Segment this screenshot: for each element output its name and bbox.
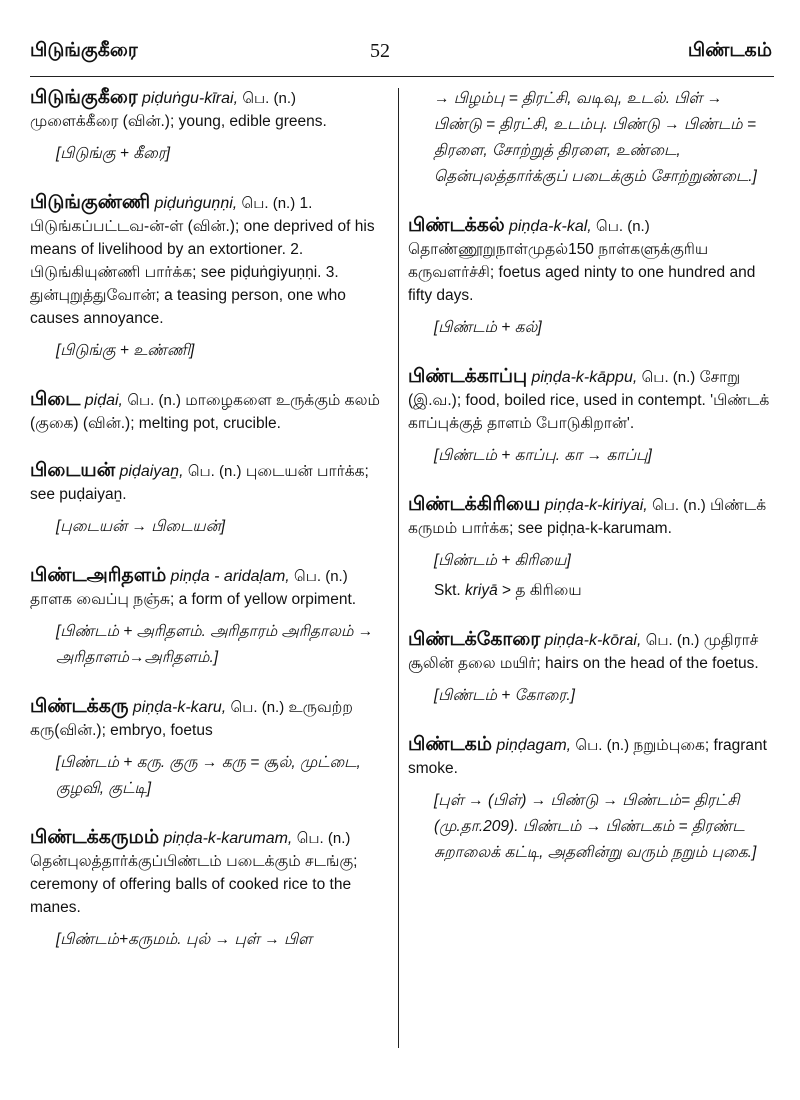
entry-definition: முதிராச் சூலின் தலை மயிர்; hairs on the head of the foetus. [408, 632, 759, 672]
sanskrit-derivation: Skt. kriyā > த கிரியை [434, 582, 582, 599]
entry-pos: பெ. (n.) [242, 90, 297, 107]
entry-headword: பிடையன் [30, 460, 116, 481]
entry-etymology: [புள் → (பிள்) → பிண்டு → பிண்டம்= திரட்சி (மு.தா.209). பிண்டம் → பிண்டகம் = திரண்ட சுறாலைக் கட்டி, அதனின்று வரும் நறும் புகை.] [434, 792, 757, 861]
entry-etymology: [பிண்டம்+கருமம். புல் → புள் → பிள [56, 931, 313, 948]
entry-transliteration: piṇḍa-k-karumam, [163, 830, 293, 847]
sanskrit-derivation-rest: > த கிரியை [497, 582, 582, 599]
column-divider [398, 88, 399, 1048]
header-left-guide-word: பிடுங்குகீரை [30, 40, 138, 61]
entry-headword: பிண்டக்கோரை [408, 629, 541, 650]
entry-etymology: [பிண்டம் + அரிதளம். அரிதாரம் அரிதாலம் → அரிதாளம்→அரிதளம்.] [56, 623, 374, 666]
entry-definition: தாளக வைப்பு நஞ்சு; a form of yellow orpiment. [30, 591, 357, 608]
entry-definition: மாழைகளை உருக்கும் கலம் (குகை) (வின்.); melting pot, crucible. [30, 392, 380, 432]
entry-definition: 1. பிடுங்கப்பட்டவ-ன்-ள் (வின்.); one deprived of his means of livelihood by an extortioner. 2. பிடுங்கியுண்ணி பார்க்க; see piḍuṅgiyuṇṇi. 3. துன்புறுத்துவோன்; a teasing person, one who causes annoyance. [30, 195, 375, 327]
page-number: 52 [370, 40, 390, 62]
entry-etymology: → பிழம்பு = திரட்சி, வடிவு, உடல். பிள் → பிண்டு = திரட்சி, உடம்பு. பிண்டு → பிண்டம் = திரளை, சோற்றுத் திரளை, உண்டை, தென்புலத்தார்க்குப் படைக்கும் சோற்றுண்டை.] [434, 90, 757, 185]
dictionary-entry [408, 365, 770, 469]
dictionary-entry [30, 191, 388, 364]
entry-pos: பெ. (n.) [641, 369, 696, 386]
dictionary-entry [30, 388, 388, 435]
entry-etymology: [பிண்டம் + கரு. குரு → கரு = சூல், முட்டை, குழவி, குட்டி] [56, 754, 361, 797]
dictionary-entry [408, 733, 770, 866]
entry-headword: பிண்டகம் [408, 734, 493, 755]
entry-definition: முளைக்கீரை (வின்.); young, edible greens. [30, 113, 327, 130]
entry-transliteration: piṇḍa-k-kiriyai, [544, 497, 648, 514]
entry-transliteration: piḍaiyaṉ, [119, 463, 184, 480]
right-column [408, 86, 770, 878]
entry-pos: பெ. (n.) [230, 699, 285, 716]
entry-transliteration: piḍuṅguṇṇi, [154, 195, 238, 212]
entry-headword: பிண்டக்காப்பு [408, 366, 528, 387]
entry-headword: பிண்டக்கல் [408, 215, 505, 236]
entry-etymology: [புடையன் → பிடையன்] [56, 518, 226, 535]
entry-transliteration: piṇḍagam, [496, 737, 572, 754]
entry-headword: பிண்டக்கிரியை [408, 494, 541, 515]
entry-definition: பிண்டக் கருமம் பார்க்க; see piḍṇa-k-karumam. [408, 497, 767, 537]
dictionary-entry [408, 628, 770, 709]
entry-continuation [408, 86, 770, 190]
entry-etymology: [பிண்டம் + காப்பு. கா → காப்பு] [434, 447, 652, 464]
entry-definition: தொண்ணூறுநாள்முதல்150 நாள்களுக்குரிய கருவளர்ச்சி; foetus aged ninty to one hundred and fifty days. [408, 241, 756, 304]
entry-pos: பெ. (n.) [575, 737, 630, 754]
entry-transliteration: piṇḍa-k-karu, [132, 699, 227, 716]
entry-pos: பெ. (n.) [241, 195, 296, 212]
entry-headword: பிடுங்குண்ணி [30, 192, 151, 213]
entry-pos: பெ. (n.) [127, 392, 181, 409]
dictionary-entry [408, 493, 770, 604]
entry-pos: பெ. (n.) [645, 632, 700, 649]
left-column [30, 86, 388, 965]
entry-pos: பெ. (n.) [294, 568, 348, 585]
dictionary-entry [30, 459, 388, 540]
entry-pos: பெ. (n.) [652, 497, 706, 514]
sanskrit-word: kriyā [465, 582, 498, 599]
dictionary-entry [30, 826, 388, 953]
entry-definition: உருவற்ற கரு(வின்.); embryo, foetus [30, 699, 353, 739]
header-rule [30, 76, 774, 77]
entry-headword: பிண்டக்கரு [30, 696, 129, 717]
entry-definition: சோறு (இ.வ.); food, boiled rice, used in contempt. 'பிண்டக் காப்புக்குத் தாளம் போடுகிறான்'. [408, 369, 770, 432]
entry-etymology: [பிடுங்கு + கீரை] [56, 145, 171, 162]
entry-transliteration: piṇḍa-k-kōrai, [544, 632, 642, 649]
entry-etymology: [பிண்டம் + கோரை.] [434, 687, 575, 704]
entry-definition: புடையன் பார்க்க; see puḍaiyaṉ. [30, 463, 369, 503]
dictionary-entry [408, 214, 770, 341]
entry-etymology: [பிண்டம் + கல்] [434, 319, 542, 336]
entry-headword: பிண்டக்கருமம் [30, 827, 160, 848]
entry-transliteration: piṇḍa-k-kāppu, [531, 369, 638, 386]
entry-pos: பெ. (n.) [596, 218, 650, 235]
entry-headword: பிடுங்குகீரை [30, 87, 138, 108]
header-right-guide-word: பிண்டகம் [687, 40, 772, 61]
dictionary-entry [30, 564, 388, 671]
entry-transliteration: piḍuṅgu-kīrai, [141, 90, 239, 107]
entry-transliteration: piṇḍa-k-kal, [509, 218, 592, 235]
entry-transliteration: piḍai, [84, 392, 123, 409]
entry-pos: பெ. (n.) [296, 830, 351, 847]
entry-headword: பிடை [30, 389, 81, 410]
entry-etymology: [பிடுங்கு + உண்ணி] [56, 342, 195, 359]
dictionary-entry [30, 86, 388, 167]
entry-etymology: [பிண்டம் + கிரியை] [434, 552, 571, 569]
entry-pos: பெ. (n.) [187, 463, 242, 480]
entry-definition: நறும்புகை; fragrant smoke. [408, 737, 767, 777]
entry-definition: தென்புலத்தார்க்குப்பிண்டம் படைக்கும் சடங்கு; ceremony of offering balls of cooked rice to the manes. [30, 853, 358, 916]
entry-transliteration: piṇḍa - aridaḷam, [170, 568, 290, 585]
entry-headword: பிண்டஅரிதளம் [30, 565, 167, 586]
dictionary-entry [30, 695, 388, 802]
